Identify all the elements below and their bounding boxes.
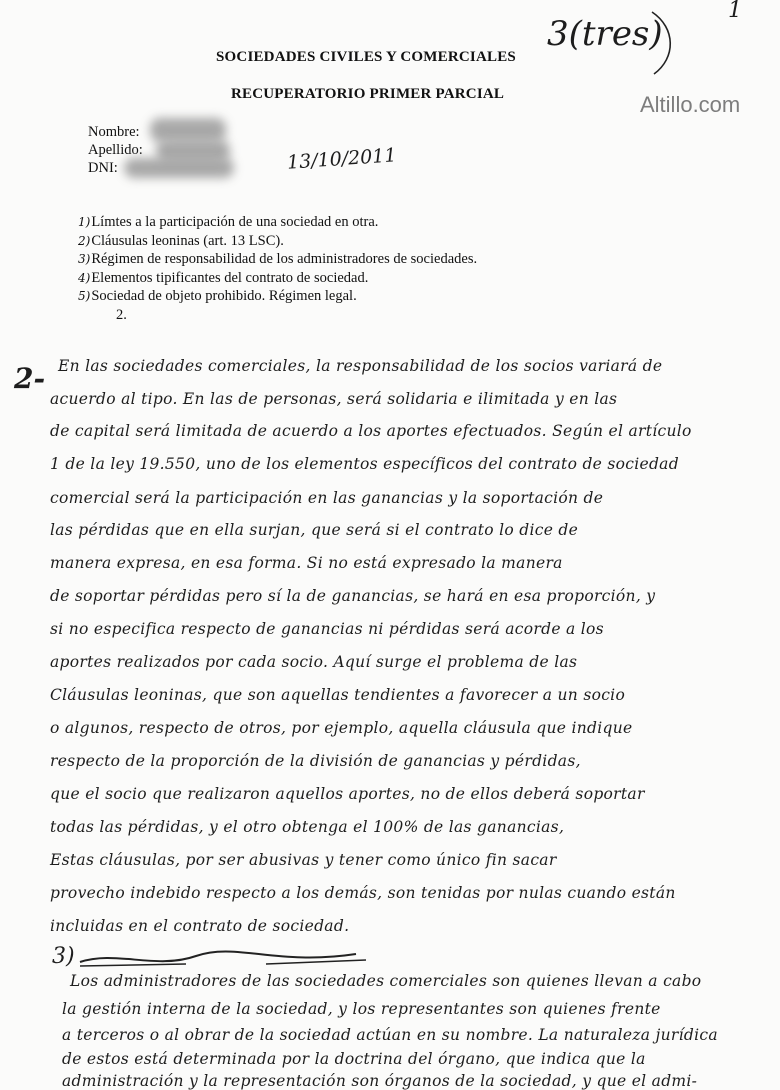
grade-note: 3(tres) [547,14,663,54]
answer-line: Cláusulas leoninas, que son aquellas tendientes a favorecer a un socio [50,686,626,704]
answer-line: Los administradores de las sociedades comerciales son quienes llevan a cabo [70,972,702,990]
answer-line: que el socio que realizaron aquellos aportes, no de ellos deberá soportar [50,785,645,803]
answer-3-label: 3) [52,944,75,969]
answer-line: de estos está determinada por la doctrina del órgano, que indica que la [62,1050,646,1068]
answer-line: comercial será la participación en las ganancias y la soportación de [50,489,604,507]
question-item: 3)Régimen de responsabilidad de los administradores de sociedades. [78,251,478,267]
answer-2-label: 2- [14,362,46,395]
name-redaction [150,118,226,142]
exam-date: 13/10/2011 [286,144,398,174]
surname-label: Apellido: [88,142,143,158]
name-label: Nombre: [88,124,140,140]
question-item: 5)Sociedad de objeto prohibido. Régimen legal. [78,288,357,304]
answer-line: Estas cláusulas, por ser abusivas y tener como único fin sacar [50,851,557,869]
answer-line: de capital será limitada de acuerdo a los aportes efectuados. Según el artículo [50,422,692,440]
chosen-question: 2. [116,307,127,323]
dni-redaction [124,158,234,178]
answer-line: manera expresa, en esa forma. Si no está expresado la manera [50,554,563,572]
answer-line: las pérdidas que en ella surjan, que será si el contrato lo dice de [50,521,579,539]
document-title: SOCIEDADES CIVILES Y COMERCIALES [216,49,516,65]
answer-line: o algunos, respecto de otros, por ejemplo, aquella cláusula que indique [50,719,633,737]
answer-line: En las sociedades comerciales, la responsabilidad de los socios variará de [58,357,663,375]
dni-label: DNI: [88,160,118,176]
answer-line: administración y la representación son órganos de la sociedad, y que el admi- [62,1072,698,1090]
answer-line: provecho indebido respecto a los demás, son tenidas por nulas cuando están [50,884,676,902]
grade-bracket-mark [646,8,686,78]
answer-line: respecto de la proporción de la división de ganancias y pérdidas, [50,752,581,770]
answer-line: a terceros o al obrar de la sociedad actúan en su nombre. La naturaleza jurídica [62,1026,718,1044]
document-subtitle: RECUPERATORIO PRIMER PARCIAL [231,86,505,102]
answer-line: todas las pérdidas, y el otro obtenga el 100% de las ganancias, [50,818,565,836]
answer-line: 1 de la ley 19.550, uno de los elementos específicos del contrato de sociedad [50,455,679,473]
question-item: 4)Elementos tipificantes del contrato de sociedad. [78,269,369,286]
answer-line: si no especifica respecto de ganancias ni pérdidas será acorde a los [50,620,604,638]
watermark: Altillo.com [640,92,741,117]
answer-line: aportes realizados por cada socio. Aquí surge el problema de las [50,653,578,671]
questions-list [78,213,477,306]
answer-line: la gestión interna de la sociedad, y los representantes son quienes frente [62,1000,661,1018]
answer-line: acuerdo al tipo. En las de personas, será solidaria e ilimitada y en las [50,390,618,408]
page-number: 1 [728,0,742,23]
question-item: 2)Cláusulas leoninas (art. 13 LSC). [78,232,284,249]
answer-line: incluidas en el contrato de sociedad. [50,917,350,935]
answer-line: de soportar pérdidas pero sí la de ganancias, se hará en esa proporción, y [50,587,656,605]
crossed-out-heading [76,944,376,974]
question-item: 1)Límtes a la participación de una sociedad en otra. [78,214,379,230]
